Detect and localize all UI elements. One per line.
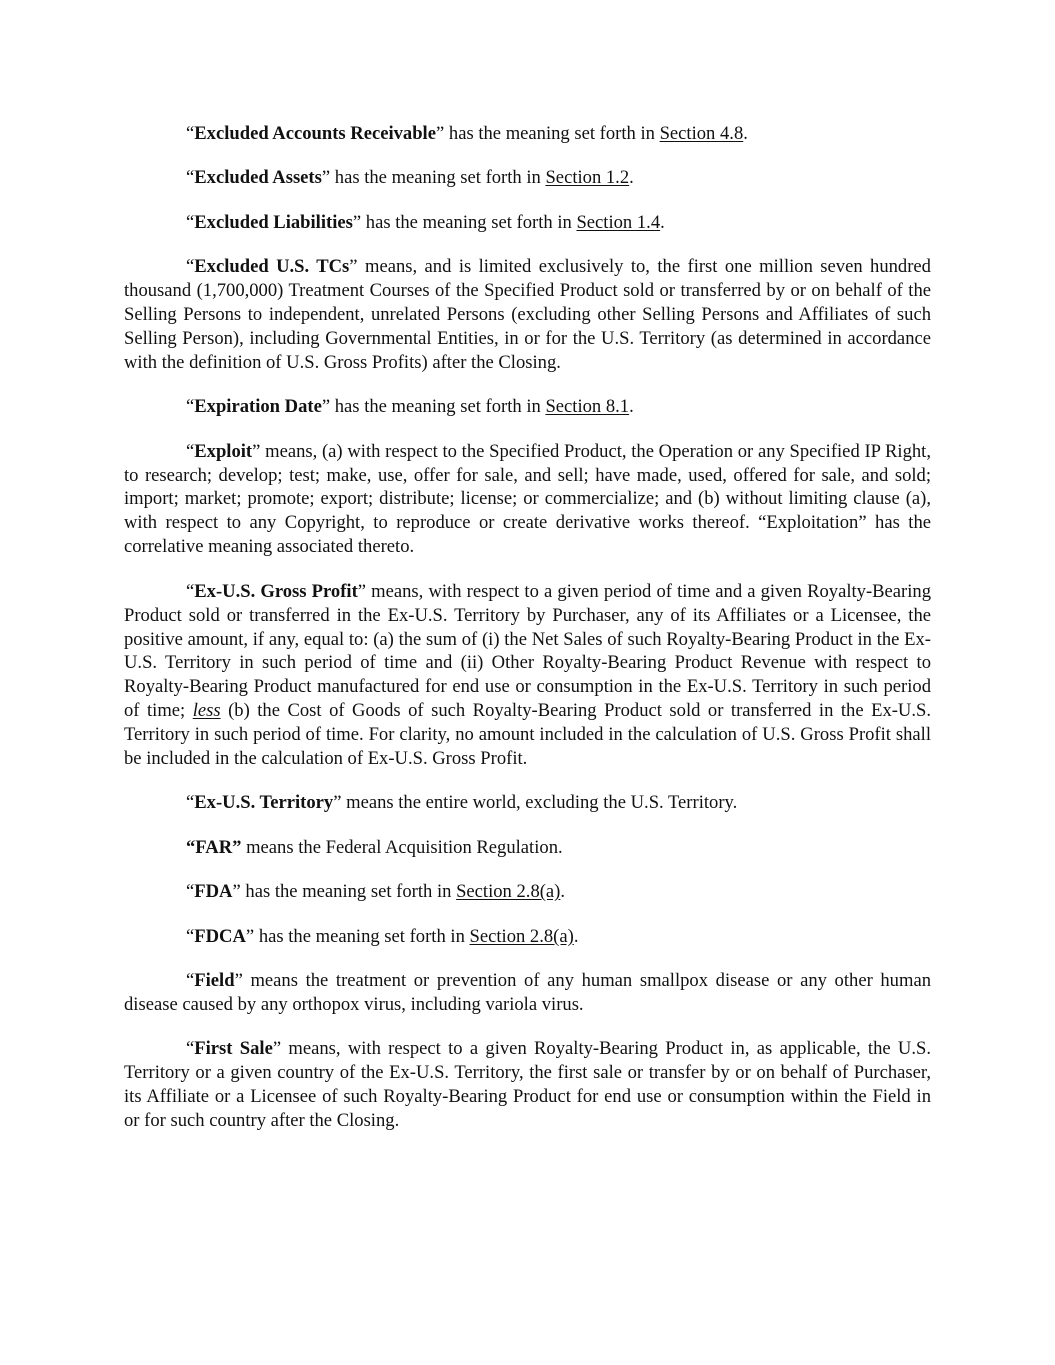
close-quote: ” [357, 580, 367, 602]
document-page [124, 122, 931, 1154]
definition-text: . [629, 396, 634, 418]
definition-text: . [743, 123, 748, 144]
definition-text: means, with respect to a given period of time and a given Royalty-Bearing Product sold or transferred in the Ex-U.S. Territory by Purchaser, any of its Affiliates or a Licensee, the positive amount, if any, equal to: (a) the sum of (i) the Net Sales of such Royalty-Bearing Product in the Ex-U.S. Territory in such period of time and (ii) Other Royalty-Bearing Product Revenue with respect to Royalty-Bearing Product manufactured for end use or consumption in the Ex-U.S. Territory in such period of time; [124, 580, 931, 722]
definition-excluded-assets [124, 166, 931, 190]
definition-text: . [573, 925, 579, 947]
open-quote: “ [186, 211, 195, 233]
section-reference: Section 2.8(a) [469, 925, 574, 947]
definition-text: means, with respect to a given Royalty-Bearing Product in, as applicable, the U.S. Territory or a given country of the Ex-U.S. Territory, the first sale or transfer by or on behalf of Purchaser, its Affiliate or a Licensee of such Royalty-Bearing Product for end use or consumption within the Field in or for such country after the Closing. [124, 1038, 931, 1132]
definition-excluded-liabilities [124, 211, 931, 235]
close-quote: ” [234, 970, 243, 992]
definition-excluded-us-tcs [124, 255, 931, 375]
close-quote: ” [435, 123, 445, 144]
section-reference: Section 2.8(a) [456, 881, 561, 903]
defined-term: First Sale [194, 1038, 273, 1060]
definition-text: means, (a) with respect to the Specified Product, the Operation or any Specified IP Right, to research; develop; test; make, use, offer for sale, and sell; have made, used, offered for sale, and sold; import; market; promote; export; distribute; license; or commercialize; and (b) without limiting clause (a), with respect to any Copyright, to reproduce or create derivative works thereof. “Exploitation” has the correlative meaning associated thereto. [124, 440, 931, 558]
defined-term: Field [194, 970, 235, 992]
defined-term: Ex-U.S. Territory [194, 792, 334, 814]
close-quote: ” [352, 211, 362, 233]
defined-term: “FAR” [186, 836, 242, 858]
defined-term: Excluded U.S. TCs [194, 256, 350, 278]
open-quote: “ [186, 580, 195, 602]
definition-text: has the meaning set forth in [444, 123, 660, 144]
open-quote: “ [186, 970, 195, 992]
definition-fdca [124, 925, 931, 949]
definition-text: . [660, 211, 665, 233]
definition-exploit [124, 440, 931, 560]
open-quote: “ [186, 396, 195, 418]
definition-ex-us-territory [124, 791, 931, 815]
definition-text: has the meaning set forth in [330, 167, 546, 189]
section-reference: Section 1.4 [576, 211, 661, 233]
definition-ex-us-gross-profit [124, 580, 931, 771]
definition-text: has the meaning set forth in [254, 925, 470, 947]
definition-text: has the meaning set forth in [361, 211, 577, 233]
definition-text: . [629, 167, 634, 189]
open-quote: “ [186, 123, 195, 144]
definition-text: means the Federal Acquisition Regulation. [241, 836, 563, 858]
open-quote: “ [186, 881, 195, 903]
close-quote: ” [321, 396, 331, 418]
section-reference: Section 1.2 [545, 167, 630, 189]
defined-term: Excluded Liabilities [194, 211, 353, 233]
emphasized-term: less [192, 700, 221, 722]
section-reference: Section 4.8 [659, 123, 744, 144]
defined-term: FDCA [194, 925, 246, 947]
definition-far [124, 836, 931, 860]
defined-term: Exploit [194, 440, 253, 462]
defined-term: Expiration Date [194, 396, 322, 418]
defined-term: Excluded Assets [194, 167, 322, 189]
close-quote: ” [321, 167, 331, 189]
definition-text: . [560, 881, 566, 903]
definition-text: has the meaning set forth in [330, 396, 546, 418]
definition-field [124, 969, 931, 1017]
definition-text: (b) the Cost of Goods of such Royalty-Bearing Product sold or transferred in the Ex-U.S. Territory in such period of time. For clarity, no amount included in the calculation of U.S. Gross Profit shall be included in the calculation of Ex-U.S. Gross Profit. [124, 700, 931, 770]
open-quote: “ [186, 925, 195, 947]
close-quote: ” [333, 792, 342, 814]
open-quote: “ [186, 792, 195, 814]
defined-term: Excluded Accounts Receivable [194, 123, 436, 144]
defined-term: FDA [194, 881, 233, 903]
definition-fda [124, 880, 931, 904]
close-quote: ” [245, 925, 255, 947]
definition-text: means, and is limited exclusively to, the first one million seven hundred thousand (1,700,000) Treatment Courses of the Specified Product sold or transferred by or on behalf of the Selling Persons to independent, unrelated Persons (excluding other Selling Persons and Affiliates of such Selling Person), including Governmental Entities, in or for the U.S. Territory (as determined in accordance with the definition of U.S. Gross Profits) after the Closing. [124, 256, 931, 373]
close-quote: ” [349, 256, 358, 278]
definition-text: means the entire world, excluding the U.S. Territory. [341, 792, 738, 814]
open-quote: “ [186, 256, 195, 278]
definition-expiration-date [124, 395, 931, 419]
definition-excluded-accounts-receivable [124, 122, 931, 146]
close-quote: ” [252, 440, 261, 462]
open-quote: “ [186, 440, 195, 462]
defined-term: Ex-U.S. Gross Profit [194, 580, 358, 602]
open-quote: “ [186, 167, 195, 189]
definition-first-sale [124, 1037, 931, 1133]
definition-text: means the treatment or prevention of any human smallpox disease or any other human disease caused by any orthopox virus, including variola virus. [124, 970, 931, 1015]
definition-text: has the meaning set forth in [240, 881, 457, 903]
close-quote: ” [272, 1038, 282, 1060]
open-quote: “ [186, 1038, 195, 1060]
close-quote: ” [232, 881, 241, 903]
section-reference: Section 8.1 [545, 396, 630, 418]
